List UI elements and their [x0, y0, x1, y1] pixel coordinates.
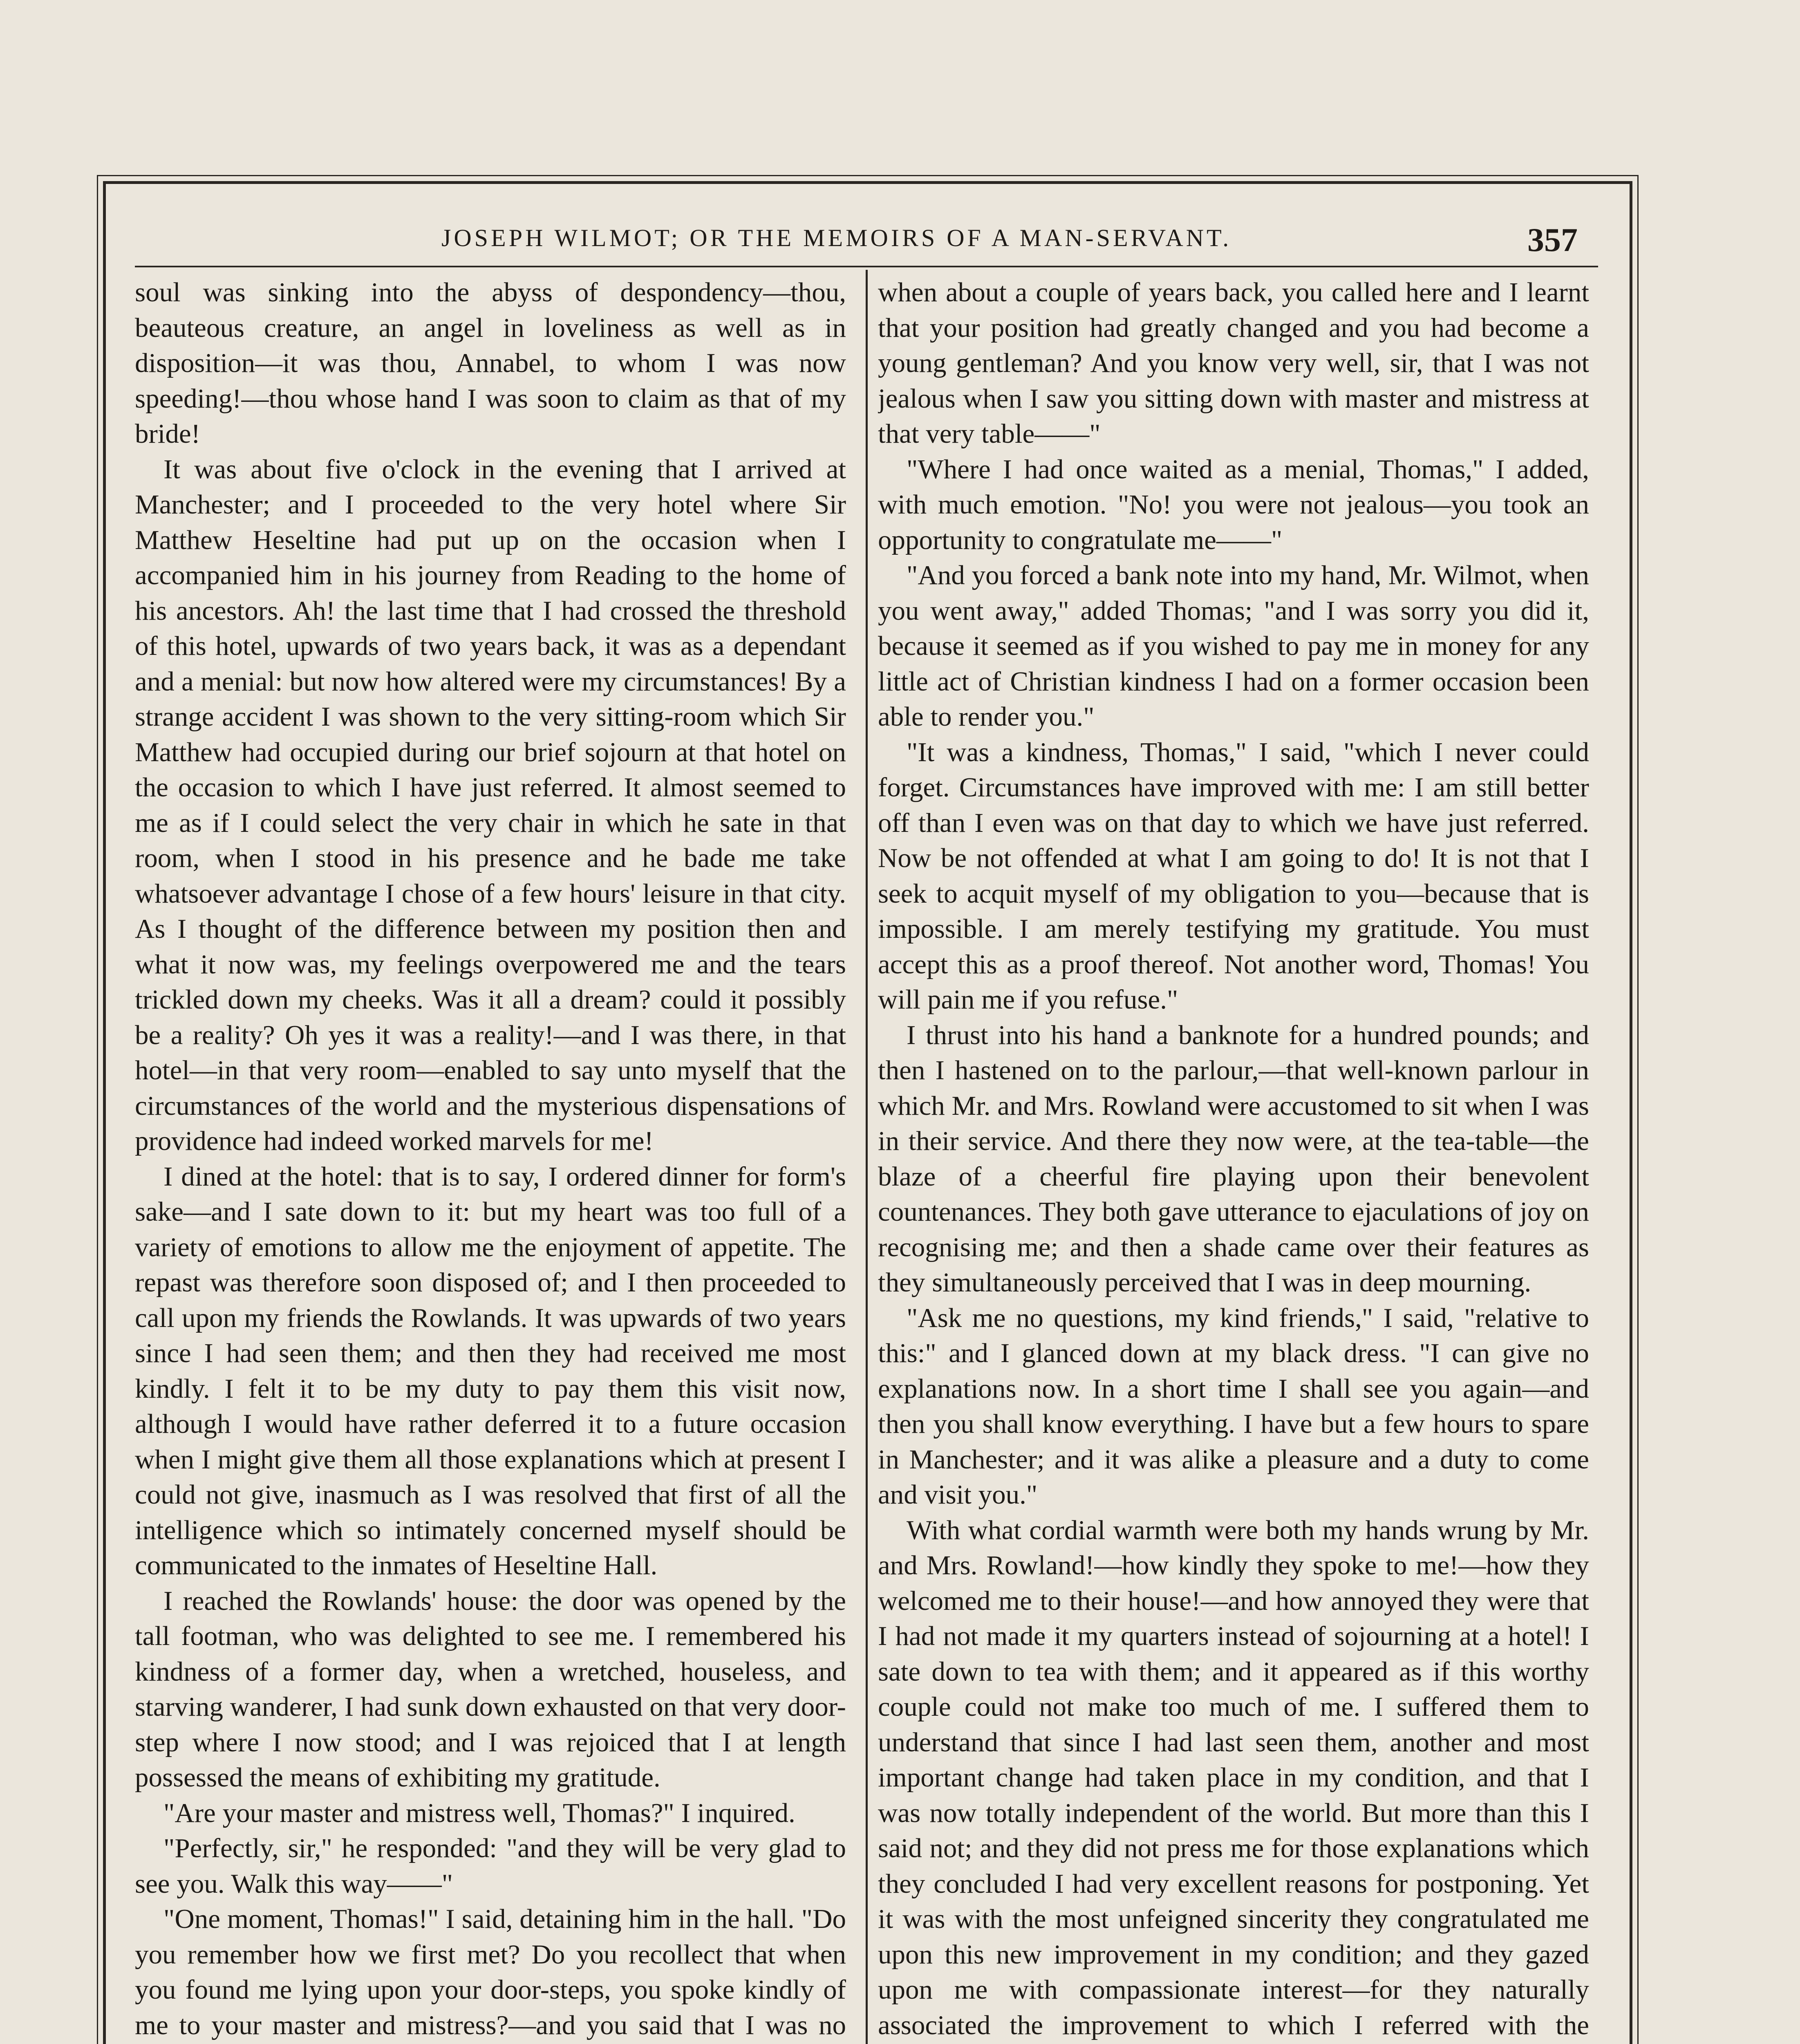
running-header: [123, 221, 1614, 266]
paragraph: With what cordial warmth were both my hands wrung by Mr. and Mrs. Rowland!—how kindly they spoke to me!—how they welcomed me to their house!—and how annoyed they were that I had not made it my quarters instead of sojourning at a hotel! I sate down to tea with them; and it appeared as if this worthy couple could not make too much of me. I suffered them to understand that since I had last seen them, another and most important change had taken place in my condition, and that I was now totally independent of the world. But more than this I said not; and they did not press me for those explanations which they concluded I had very excellent reasons for postponing. Yet it was with the most unfeigned sincerity they congratulated me upon this new improvement in my condition; and they gazed upon me with compassionate interest—for they naturally associated the improvement to which I referred with the: [878, 1515, 1589, 2040]
paragraph: "And you forced a bank note into my hand, Mr. Wilmot, when you went away," added Thomas; "and I was sorry you did it, because it seemed as if you wished to pay me in money for any little act of Christian kindness I had on a former occasion been able to render you.": [878, 560, 1589, 732]
paragraph: "Are your master and mistress well, Thomas?" I inquired.: [163, 1797, 795, 1828]
left-column: [135, 275, 846, 2044]
column-divider: [866, 270, 868, 2044]
right-column: [878, 275, 1589, 2044]
running-title: JOSEPH WILMOT; OR THE MEMOIRS OF A MAN-SERVANT.: [441, 224, 1232, 251]
paragraph: I thrust into his hand a banknote for a hundred pounds; and then I hastened on to the parlour,—that well-known parlour in which Mr. and Mrs. Rowland were accustomed to sit when I was in their service. And there they now were, at the tea-table—the blaze of a cheerful fire playing upon their benevolent countenances. They both gave utterance to ejaculations of joy on recognising me; and then a shade came over their features as they simultaneously perceived that I was in deep mourning.: [878, 1020, 1589, 1298]
paragraph: "One moment, Thomas!" I said, detaining him in the hall. "Do you remember how we first met? Do you recollect that when you found me lying upon your door-steps, you spoke kindly of me to your master and mistress?—and you said that I was no: [135, 1904, 846, 2040]
page-number: 357: [1527, 221, 1578, 258]
paragraph: soul was sinking into the abyss of despondency—thou, beauteous creature, an angel in loveliness as well as in disposition—it was thou, Annabel, to whom I was now speeding!—thou whose hand I was soon to claim as that of my bride!: [135, 277, 846, 449]
header-rule: [135, 266, 1598, 267]
paragraph: when about a couple of years back, you called here and I learnt that your position had greatly changed and you had become a young gentleman? And you know very well, sir, that I was not jealous when I saw you sitting down with master and mistress at that very table——": [878, 277, 1589, 449]
paragraph: "It was a kindness, Thomas," I said, "which I never could forget. Circumstances have improved with me: I am still better off than I even was on that day to which we have just referred. Now be not offended at what I am going to do! It is not that I seek to acquit myself of my obligation to you—because that is impossible. I am merely testifying my gratitude. You must accept this as a proof thereof. Not another word, Thomas! You will pain me if you refuse.": [878, 737, 1589, 1015]
paragraph: It was about five o'clock in the evening that I arrived at Manchester; and I proceeded to the very hotel where Sir Matthew Heseltine had put up on the occasion when I accompanied him in his journey from Reading to the home of his ancestors. Ah! the last time that I had crossed the threshold of this hotel, upwards of two years back, it was as a dependant and a menial: but now how altered were my circumstances! By a strange accident I was shown to the very sitting-room which Sir Matthew had occupied during our brief sojourn at that hotel on the occasion to which I have just referred. It almost seemed to me as if I could select the very chair in which he sate in that room, when I stood in his presence and he bade me take whatsoever advantage I chose of a few hours' leisure in that city. As I thought of the difference between my position then and what it now was, my feelings overpowered me and the tears trickled down my cheeks. Was it all a dream? could it possibly be a reality? Oh yes it was a reality!—and I was there, in that hotel—in that very room—enabled to say unto myself that the circumstances of the world and the mysterious dispensations of providence had indeed worked marvels for me!: [135, 454, 846, 1156]
paragraph: "Perfectly, sir," he responded: "and they will be very glad to see you. Walk this way——": [135, 1833, 846, 1899]
paragraph: I dined at the hotel: that is to say, I ordered dinner for form's sake—and I sate down to it: but my heart was too full of a variety of emotions to allow me the enjoyment of appetite. The repast was therefore soon disposed of; and I then proceeded to call upon my friends the Rowlands. It was upwards of two years since I had seen them; and then they had received me most kindly. I felt it to be my duty to pay them this visit now, although I would have rather deferred it to a future occasion when I might give them all those explanations which at present I could not give, inasmuch as I was resolved that first of all the intelligence which so intimately concerned myself should be communicated to the inmates of Heseltine Hall.: [135, 1161, 846, 1580]
paragraph: I reached the Rowlands' house: the door was opened by the tall footman, who was delighted to see me. I remembered his kindness of a former day, when a wretched, houseless, and starving wanderer, I had sunk down exhausted on that very door-step where I now stood; and I was rejoiced that I at length possessed the means of exhibiting my gratitude.: [135, 1585, 846, 1793]
paragraph: "Ask me no questions, my kind friends," I said, "relative to this:" and I glanced down at my black dress. "I can give no explanations now. In a short time I shall see you again—and then you shall know everything. I have but a few hours to spare in Manchester; and it was alike a pleasure and a duty to come and visit you.": [878, 1302, 1589, 1510]
paragraph: "Where I had once waited as a menial, Thomas," I added, with much emotion. "No! you were not jealous—you took an opportunity to congratulate me——": [878, 454, 1589, 555]
